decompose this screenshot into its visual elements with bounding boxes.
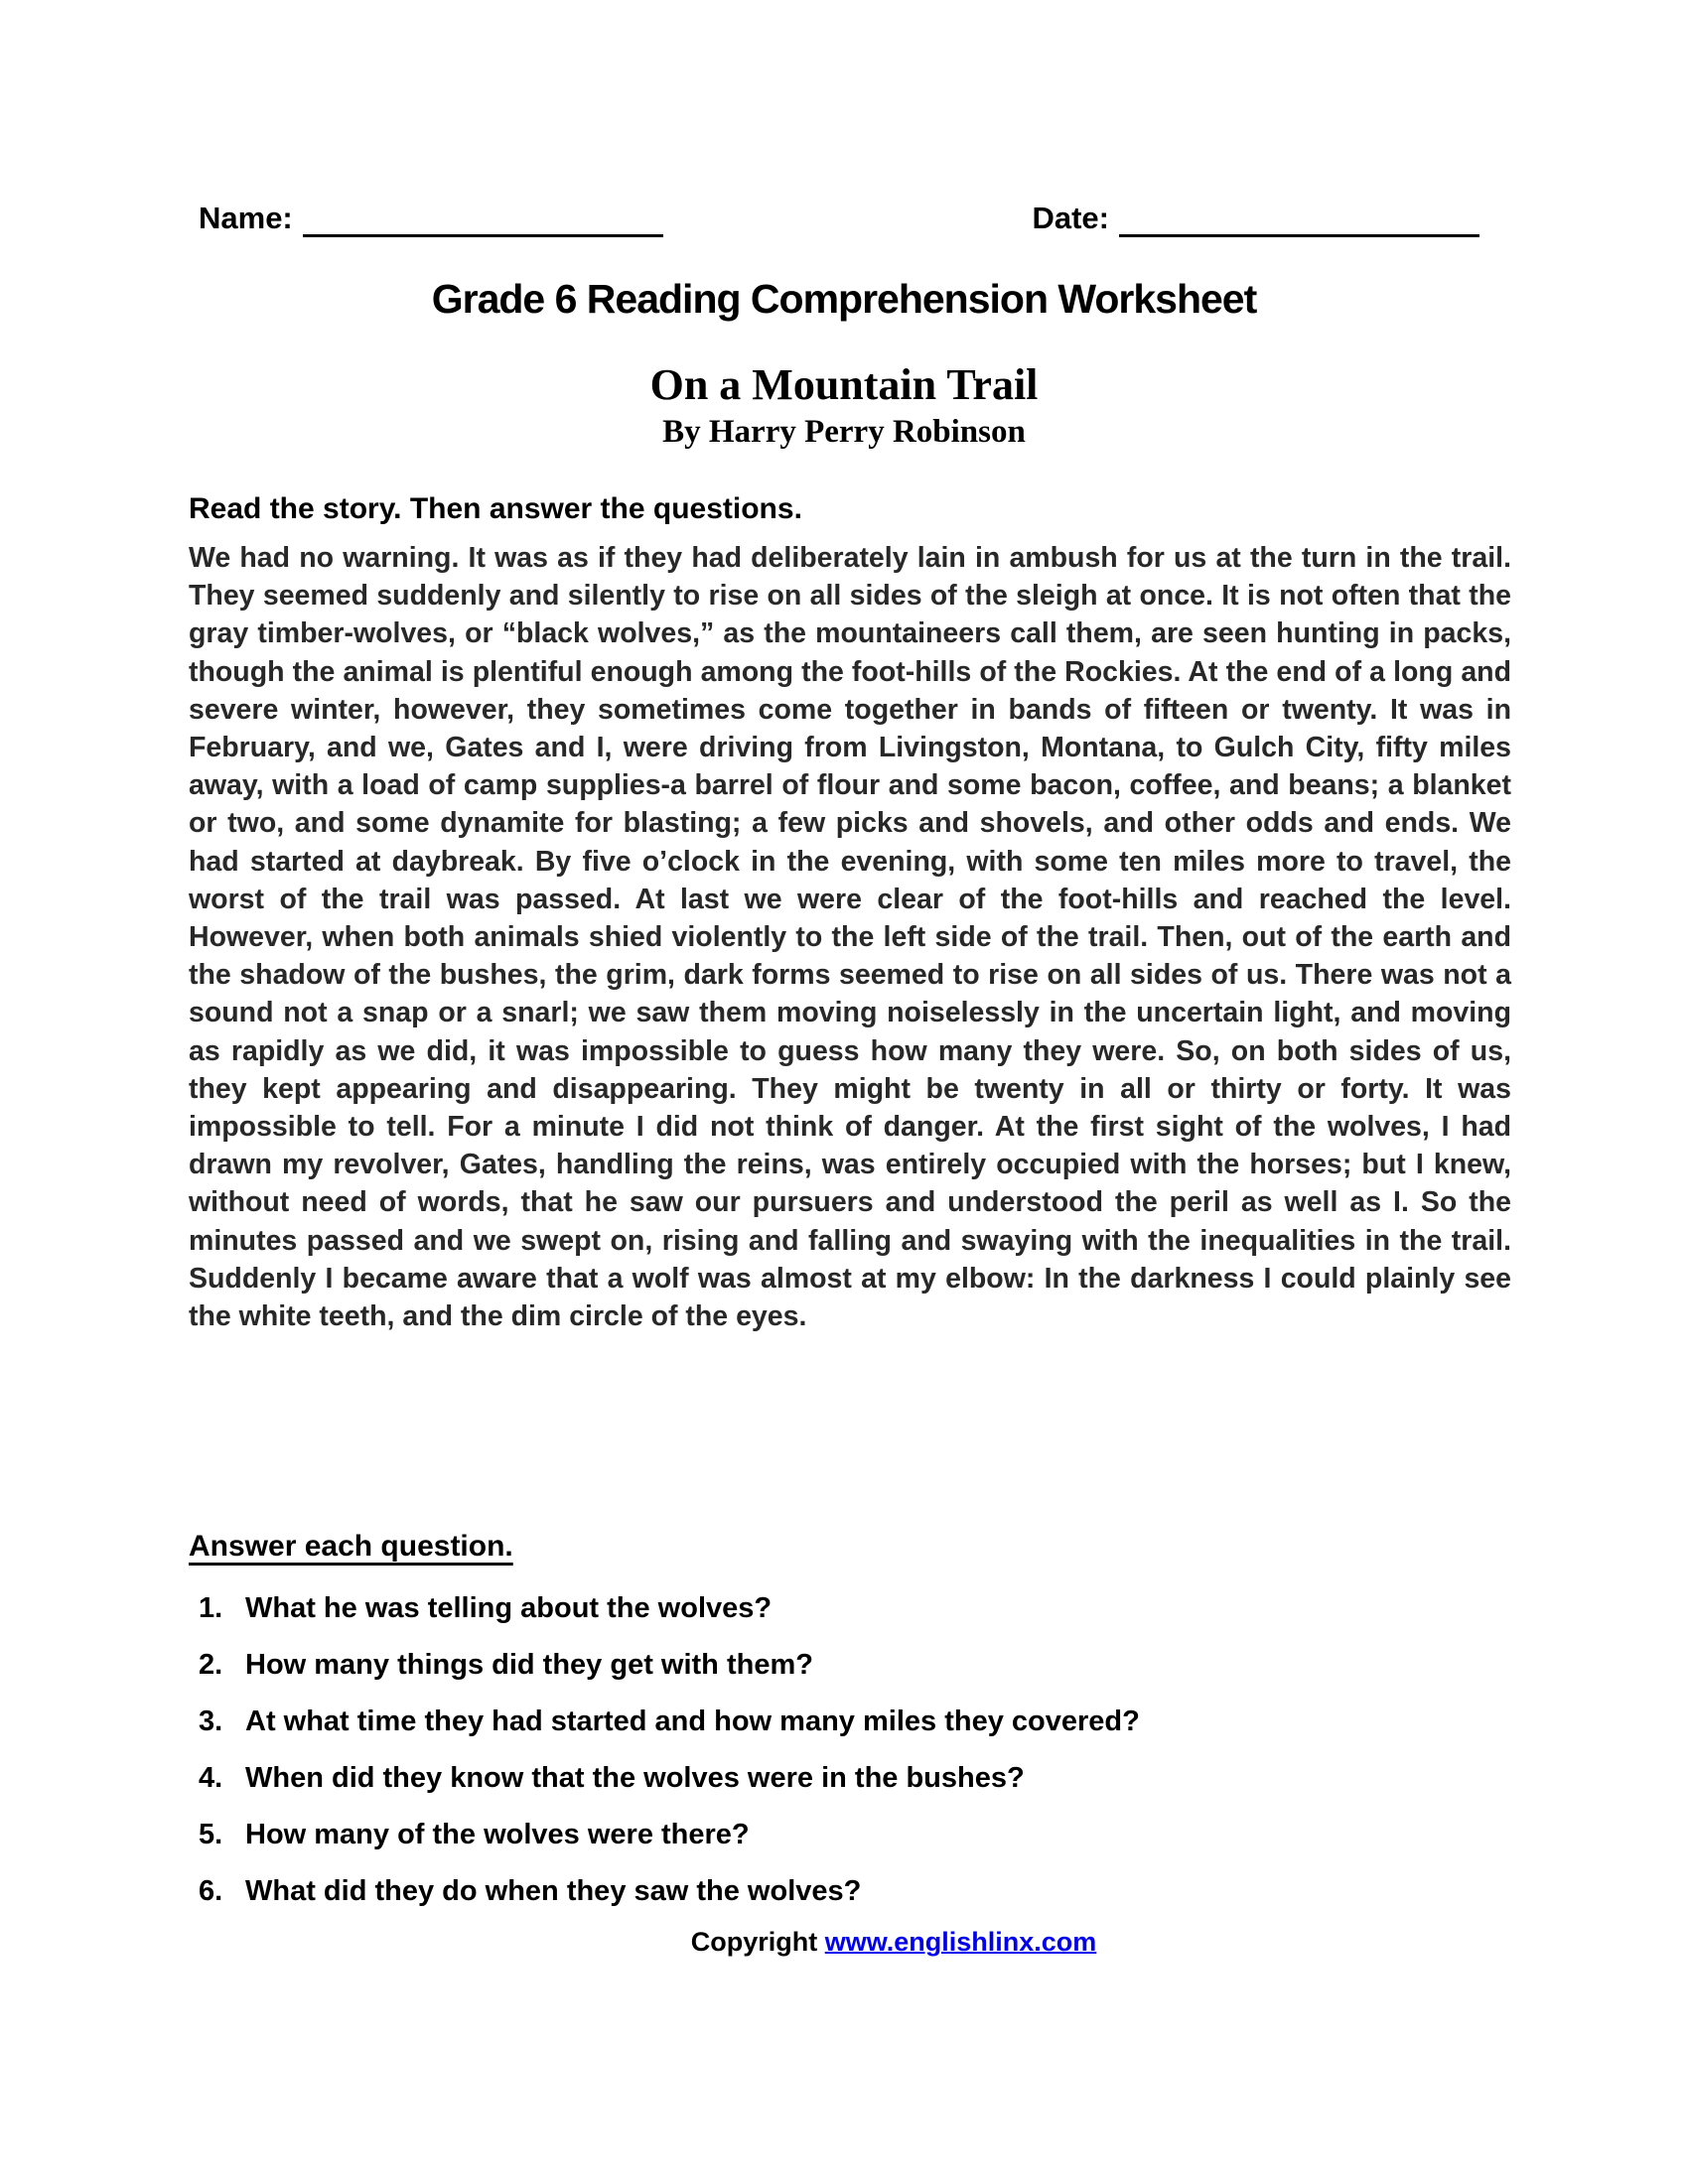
worksheet-title: Grade 6 Reading Comprehension Worksheet — [431, 276, 1257, 322]
question-text: How many of the wolves were there? — [245, 1819, 750, 1850]
question-text: How many things did they get with them? — [245, 1649, 813, 1681]
question-item — [199, 1649, 1499, 1706]
question-text: At what time they had started and how many miles they covered? — [245, 1706, 1140, 1737]
question-number: 3. — [199, 1706, 223, 1737]
question-number: 2. — [199, 1649, 223, 1681]
story-title: On a Mountain Trail — [649, 360, 1039, 409]
question-item — [199, 1819, 1499, 1875]
name-date-row — [199, 197, 1479, 237]
story-paragraph: We had no warning. It was as if they had deliberately lain in ambush for us at the turn in the trail. They seemed suddenly and silently to rise on all sides of the sleigh at once. It is not often that the gray timber-wolves, or “black wolves,” as the mountaineers call them, are seen hunting in packs, though the animal is plentiful enough among the foot-hills of the Rockies. At the end of a long and severe winter, however, they sometimes come together in bands of fifteen or twenty. It was in February, and we, Gates and I, were driving from Livingston, Montana, to Gulch City, fifty miles away, with a load of camp supplies-a barrel of flour and some bacon, coffee, and beans; a blanket or two, and some dynamite for blasting; a few picks and shovels, and other odds and ends. We had started at daybreak. By five o’clock in the evening, with some ten miles more to travel, the worst of the trail was passed. At last we were clear of the foot-hills and reached the level. However, when both animals shied violently to the left side of the trail. Then, out of the earth and the shadow of the bushes, the grim, dark forms seemed to rise on all sides of us. There was not a sound not a snap or a snarl; we saw them moving noiselessly in the uncertain light, and moving as rapidly as we did, it was impossible to guess how many they were. So, on both sides of us, they kept appearing and disappearing. They might be twenty in all or thirty or forty. It was impossible to tell. For a minute I did not think of danger. At the first sight of the wolves, I had drawn my revolver, Gates, handling the reins, was entirely occupied with the horses; but I knew, without need of words, that he saw our pursuers and understood the peril as well as I. So the minutes passed and we swept on, rising and falling and swaying with the inequalities in the trail. Suddenly I became aware that a wolf was almost at my elbow: In the darkness I could plainly see the white teeth, and the dim circle of the eyes. — [189, 542, 1511, 1333]
question-number: 5. — [199, 1819, 223, 1850]
copyright-link[interactable]: www.englishlinx.com — [824, 1927, 1097, 1957]
question-text: What he was telling about the wolves? — [245, 1592, 773, 1624]
story-byline: By Harry Perry Robinson — [662, 414, 1026, 450]
question-item — [199, 1706, 1499, 1762]
date-blank-line — [1119, 197, 1479, 237]
question-text: What did they do when they saw the wolves? — [245, 1875, 862, 1907]
answer-section-header: Answer each question. — [189, 1530, 513, 1563]
date-label: Date: — [1032, 201, 1109, 235]
question-number: 1. — [199, 1592, 223, 1624]
footer — [0, 1927, 1688, 1958]
name-label: Name: — [199, 201, 293, 235]
name-blank-line — [303, 197, 663, 237]
question-item — [199, 1875, 1499, 1932]
question-item — [199, 1592, 1499, 1649]
name-field — [199, 197, 663, 237]
date-field — [1032, 197, 1479, 237]
instruction-text: Read the story. Then answer the questions. — [189, 492, 802, 525]
questions-list — [199, 1592, 1499, 1932]
question-text: When did they know that the wolves were in the bushes? — [245, 1762, 1025, 1794]
question-number: 4. — [199, 1762, 223, 1794]
question-item — [199, 1762, 1499, 1819]
question-number: 6. — [199, 1875, 223, 1907]
copyright-label: Copyright — [690, 1927, 818, 1957]
